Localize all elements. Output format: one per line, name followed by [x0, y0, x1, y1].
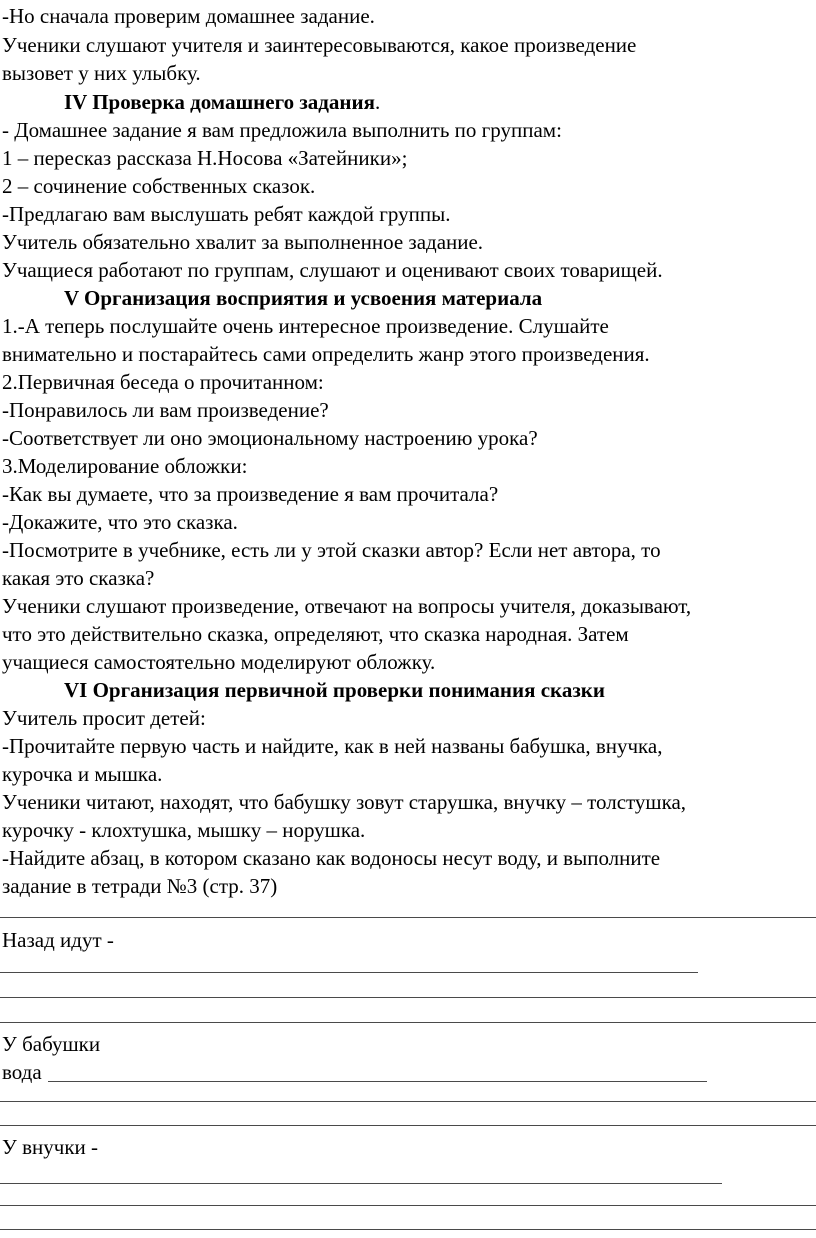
answer-rule — [0, 1205, 816, 1206]
text-line: 1 – пересказ рассказа Н.Носова «Затейники»; — [2, 146, 408, 170]
answer-rule — [0, 1125, 816, 1126]
worksheet-prompt-1: Назад идут - — [2, 928, 114, 952]
answer-rule — [0, 997, 816, 998]
text-line: -Предлагаю вам выслушать ребят каждой группы. — [2, 202, 451, 226]
text-line: -Найдите абзац, в котором сказано как водоносы несут воду, и выполните — [2, 846, 661, 870]
text-line: курочка и мышка. — [2, 762, 163, 786]
worksheet-prompt-2: У бабушки — [2, 1032, 101, 1056]
text-line: Учитель просит детей: — [2, 706, 206, 730]
text-line: что это действительно сказка, определяют, что сказка народная. Затем — [2, 622, 629, 646]
text-line: 1.-А теперь послушайте очень интересное произведение. Слушайте — [2, 314, 609, 338]
section-heading-iv — [64, 89, 380, 115]
text-line: -Как вы думаете, что за произведение я вам прочитала? — [2, 482, 499, 506]
text-line: -Прочитайте первую часть и найдите, как в ней названы бабушка, внучка, — [2, 734, 663, 758]
section-heading-v: V Организация восприятия и усвоения материала — [64, 286, 543, 310]
text-line: курочку - клохтушка, мышку – норушка. — [2, 818, 366, 842]
text-line: - Домашнее задание я вам предложила выполнить по группам: — [2, 118, 562, 142]
text-line: 2.Первичная беседа о прочитанном: — [2, 370, 324, 394]
text-line: 2 – сочинение собственных сказок. — [2, 174, 316, 198]
answer-rule — [0, 917, 816, 918]
text-line: Ученики читают, находят, что бабушку зовут старушка, внучку – толстушка, — [2, 790, 687, 814]
worksheet-prompt-3: У внучки - — [2, 1135, 99, 1159]
text-line: учащиеся самостоятельно моделируют обложку. — [2, 650, 436, 674]
answer-rule — [0, 1022, 816, 1023]
text-line: -Посмотрите в учебнике, есть ли у этой сказки автор? Если нет автора, то — [2, 538, 661, 562]
text-line: -Понравилось ли вам произведение? — [2, 398, 329, 422]
text-line: Учащиеся работают по группам, слушают и оценивают своих товарищей. — [2, 258, 663, 282]
answer-rule — [0, 1229, 816, 1230]
answer-rule — [0, 972, 698, 973]
answer-rule — [0, 1101, 816, 1102]
heading-text: IV Проверка домашнего задания — [64, 90, 375, 114]
text-line: 3.Моделирование обложки: — [2, 454, 248, 478]
text-line: -Соответствует ли оно эмоциональному настроению урока? — [2, 426, 538, 450]
text-line: Ученики слушают учителя и заинтересовываются, какое произведение — [2, 33, 637, 57]
text-line: -Но сначала проверим домашнее задание. — [2, 4, 375, 28]
text-line: вызовет у них улыбку. — [2, 61, 201, 85]
text-line: Учитель обязательно хвалит за выполненное задание. — [2, 230, 484, 254]
section-heading-vi: VI Организация первичной проверки понимания сказки — [64, 678, 605, 702]
text-line: -Докажите, что это сказка. — [2, 510, 238, 534]
answer-rule — [0, 1183, 722, 1184]
text-line: внимательно и постарайтесь сами определить жанр этого произведения. — [2, 342, 650, 366]
answer-rule — [48, 1081, 707, 1082]
worksheet-prompt-2b: вода — [2, 1060, 42, 1084]
text-line: Ученики слушают произведение, отвечают на вопросы учителя, доказывают, — [2, 594, 692, 618]
text-line: задание в тетради №3 (стр. 37) — [2, 874, 278, 898]
text-line: какая это сказка? — [2, 566, 155, 590]
heading-period: . — [375, 90, 381, 114]
